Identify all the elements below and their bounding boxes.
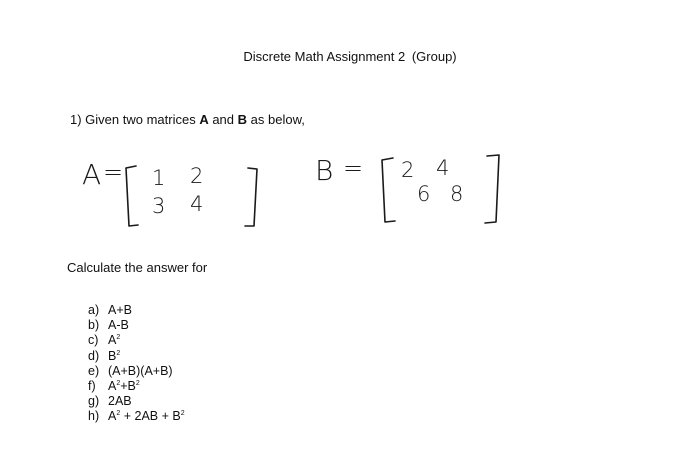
list-item-text: A+B (108, 303, 132, 317)
list-marker: b) (88, 318, 100, 333)
list-item-text: A-B (108, 318, 129, 333)
exponent: 2 (116, 410, 121, 418)
exponent: 2 (116, 349, 121, 357)
matrix-a-cell-1-1: 1 (152, 166, 166, 190)
list-item-text: + 2AB + B (120, 409, 181, 424)
matrix-b-cell-2-1: 6 (417, 182, 431, 206)
exponent: 2 (135, 379, 140, 387)
list-item-text: (A+B)(A+B) (108, 363, 173, 378)
list-item (88, 349, 185, 364)
title-main: Discrete Math Assignment 2 (243, 49, 406, 64)
question-matrix-b: B (237, 112, 248, 127)
matrix-a-brackets (82, 156, 272, 236)
matrix-b (315, 150, 520, 230)
instruction-text: Calculate the answer for (67, 260, 208, 275)
matrix-b-cell-1-2: 4 (436, 156, 450, 180)
list-item (88, 318, 185, 333)
question-matrix-a: A (199, 112, 209, 127)
matrix-a-equals: = (103, 158, 124, 186)
list-item (88, 394, 185, 409)
exponent: 2 (116, 379, 121, 387)
list-item-text: 2AB (108, 394, 132, 409)
question-prefix: 1) Given two matrices (70, 112, 200, 127)
matrix-a-cell-2-2: 4 (190, 192, 204, 216)
matrix-a-cell-1-2: 2 (190, 164, 204, 188)
list-item (88, 409, 185, 424)
page-title (0, 49, 700, 64)
question-text (70, 112, 305, 127)
matrix-b-name: B (315, 154, 334, 187)
list-marker: g) (88, 394, 100, 409)
list-marker: d) (88, 348, 100, 363)
list-item-text: A (108, 379, 117, 394)
list-marker: a) (88, 303, 100, 317)
list-item-text: A (108, 333, 117, 348)
matrix-b-equals: = (343, 154, 364, 182)
matrix-b-cell-1-1: 2 (401, 158, 415, 182)
list-item (88, 303, 185, 318)
list-marker: f) (88, 379, 96, 394)
question-suffix: as below, (247, 112, 305, 127)
list-marker: c) (88, 333, 99, 348)
list-item (88, 364, 185, 379)
matrix-a (82, 156, 272, 236)
list-item-text: A (108, 409, 117, 424)
list-marker: e) (88, 363, 100, 378)
exponent: 2 (116, 334, 121, 342)
list-item (88, 333, 185, 348)
list-item (88, 379, 185, 394)
title-group: (Group) (411, 49, 457, 64)
matrix-a-cell-2-1: 3 (152, 194, 166, 218)
task-list (88, 303, 185, 425)
exponent: 2 (180, 410, 185, 418)
list-item-text: +B (120, 379, 136, 394)
list-marker: h) (88, 409, 100, 424)
matrix-a-name: A (82, 158, 102, 191)
question-and: and (208, 112, 238, 127)
list-item-text: B (108, 348, 117, 363)
matrix-b-cell-2-2: 8 (450, 182, 464, 206)
